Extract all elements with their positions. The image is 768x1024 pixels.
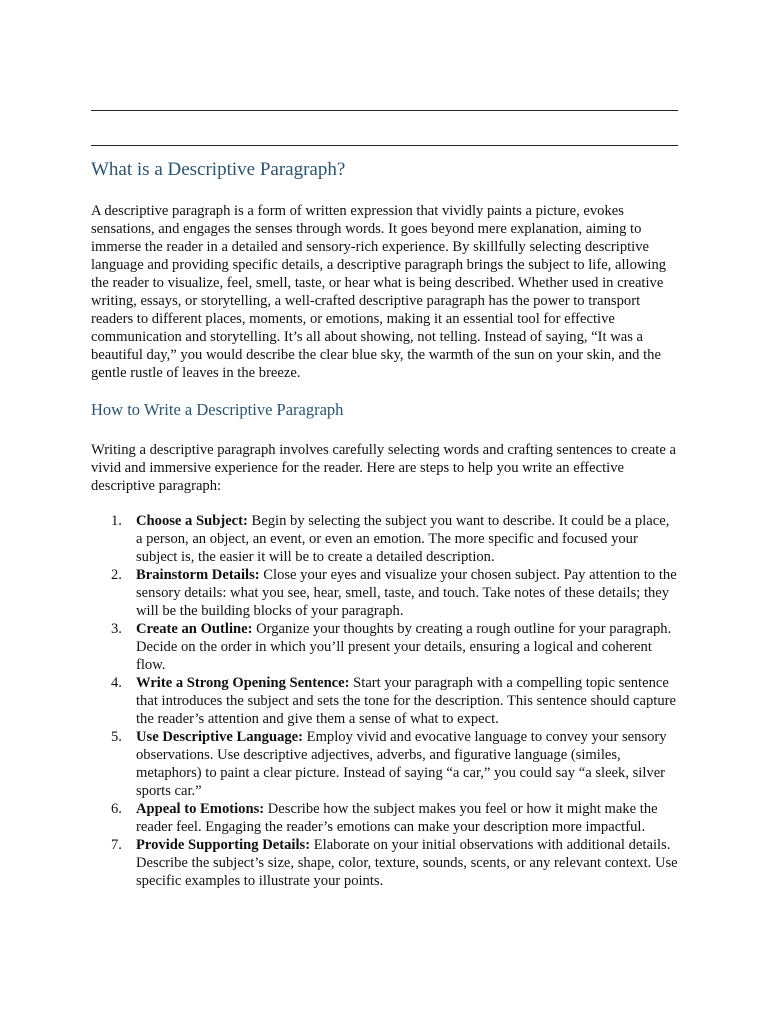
section-heading: How to Write a Descriptive Paragraph [91, 400, 344, 419]
step-title: Choose a Subject: [136, 513, 252, 529]
section-intro-paragraph: Writing a descriptive paragraph involves carefully selecting words and crafting sentences to create a vivid and immersive experience for the reader. Here are steps to help you write an effective descriptive paragraph: [91, 442, 676, 494]
step-title: Write a Strong Opening Sentence: [136, 675, 354, 691]
list-number: 2. [111, 567, 122, 583]
list-item [91, 566, 678, 620]
list-number: 1. [111, 513, 122, 529]
step-title: Brainstorm Details: [136, 567, 264, 583]
step-text: Close your eyes and visualize your chosen subject. Pay attention to the sensory details: what you see, hear, smell, taste, and touch. Take notes of these details; they will be the building blocks of your paragraph. [136, 567, 677, 619]
page-title: What is a Descriptive Paragraph? [91, 159, 346, 180]
intro-paragraph: A descriptive paragraph is a form of written expression that vividly paints a picture, evokes sensations, and engages the senses through words. It goes beyond mere explanation, aiming to immerse the reader in a detailed and sensory-rich experience. By skillfully selecting descriptive language and providing specific details, a descriptive paragraph brings the subject to life, allowing the reader to visualize, feel, smell, taste, or hear what is being described. Whether used in creative writing, essays, or storytelling, a well-crafted descriptive paragraph has the power to transport readers to different places, moments, or emotions, making it an essential tool for effective communication and storytelling. It’s all about showing, not telling. Instead of saying, “It was a beautiful day,” you would describe the clear blue sky, the warmth of the sun on your skin, and the gentle rustle of leaves in the breeze. [91, 203, 667, 381]
list-number: 3. [111, 621, 122, 637]
list-item [91, 512, 678, 566]
list-item [91, 620, 678, 674]
step-title: Provide Supporting Details: [136, 837, 314, 853]
step-text: Elaborate on your initial observations with additional details. Describe the subject’s size, shape, color, texture, sounds, scents, or any relevant context. Use specific examples to illustrate your points. [136, 837, 678, 889]
list-item [91, 800, 678, 836]
list-number: 4. [111, 675, 122, 691]
step-text: Employ vivid and evocative language to convey your sensory observations. Use descriptive adjectives, adverbs, and figurative language (similes, metaphors) to paint a clear picture. Instead of saying “a car,” you could say “a sleek, silver sports car.” [136, 729, 667, 799]
step-title: Use Descriptive Language: [136, 729, 307, 745]
list-number: 5. [111, 729, 122, 745]
step-text: Begin by selecting the subject you want to describe. It could be a place, a person, an object, an event, or even an emotion. The more specific and focused your subject is, the easier it will be to create a detailed description. [136, 513, 670, 565]
top-rule [91, 110, 678, 111]
step-text: Start your paragraph with a compelling topic sentence that introduces the subject and sets the tone for the description. This sentence should capture the reader’s attention and give them a sense of what to expect. [136, 675, 676, 727]
step-title: Create an Outline: [136, 621, 257, 637]
step-text: Describe how the subject makes you feel or how it might make the reader feel. Engaging the reader’s emotions can make your description more impactful. [136, 801, 658, 835]
list-item [91, 674, 678, 728]
list-number: 6. [111, 801, 122, 817]
list-number: 7. [111, 837, 122, 853]
steps-list [91, 512, 678, 890]
step-text: Organize your thoughts by creating a rough outline for your paragraph. Decide on the order in which you’ll present your details, ensuring a logical and coherent flow. [136, 621, 672, 673]
second-rule [91, 145, 678, 146]
step-title: Appeal to Emotions: [136, 801, 268, 817]
list-item [91, 836, 678, 890]
list-item [91, 728, 678, 800]
